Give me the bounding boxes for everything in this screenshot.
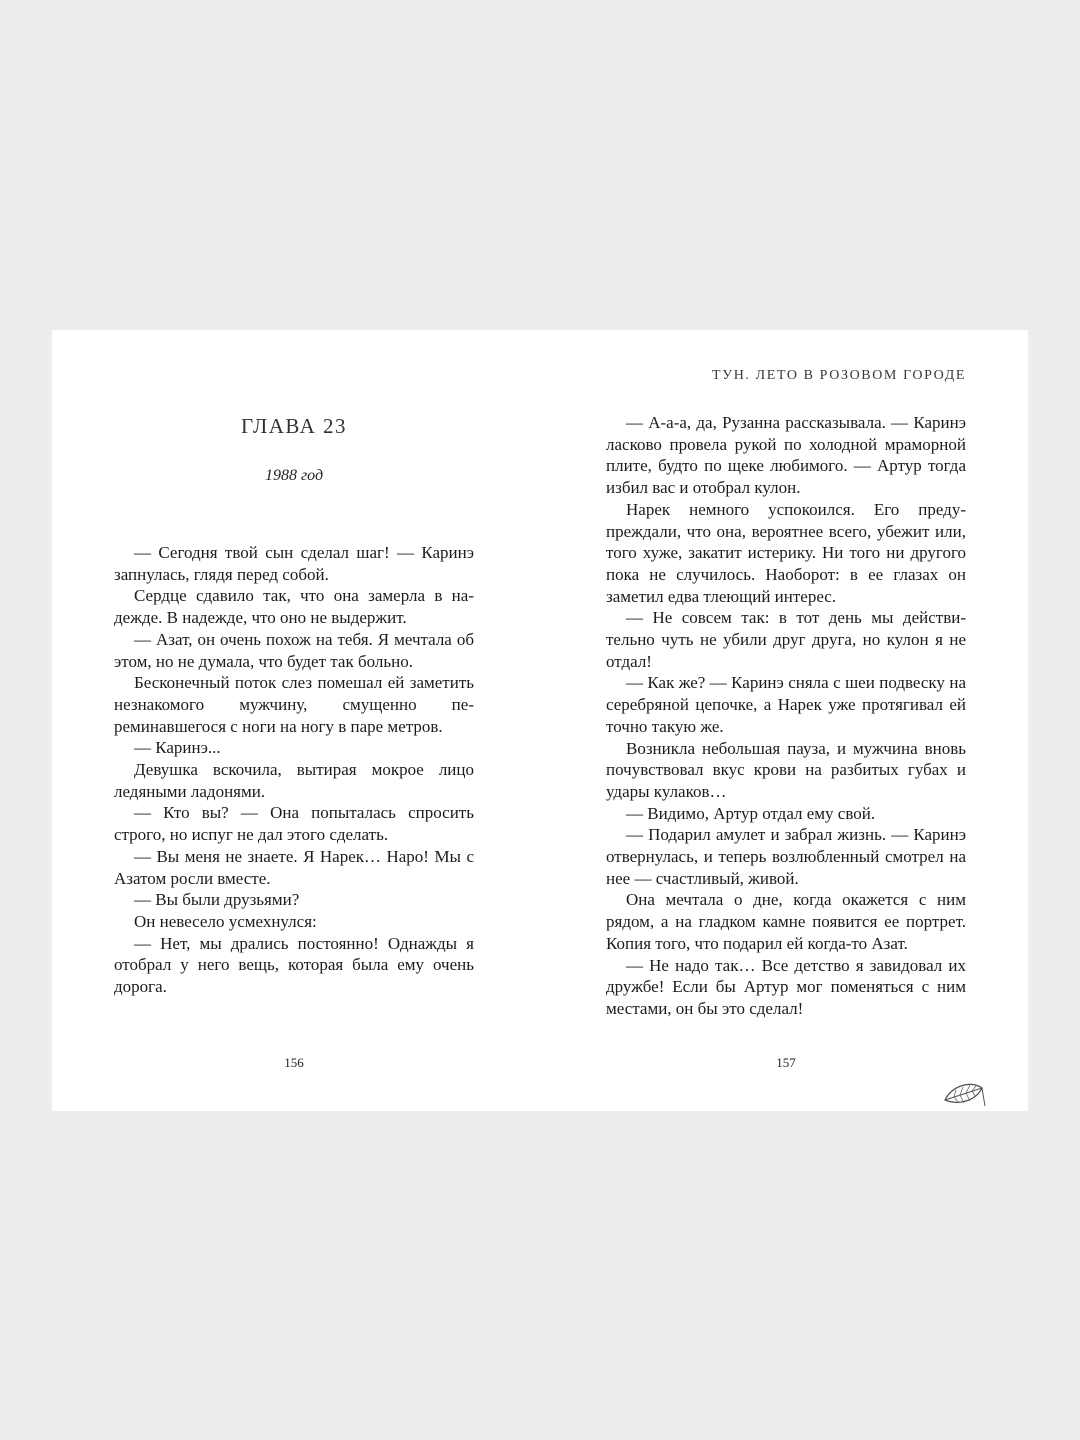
- right-page-text: [606, 412, 966, 1020]
- paragraph: Бесконечный поток слез помешал ей заметить незнакомого мужчину, смущенно переминавшегося с ноги на ногу в паре метров.: [114, 673, 474, 736]
- leaf-icon: [942, 1078, 986, 1108]
- paragraph: Он невесело усмехнулся:: [134, 911, 317, 931]
- paragraph: — Нет, мы дрались постоянно! Однажды я отобрал у него вещь, которая была ему очень дорога.: [114, 933, 474, 997]
- paragraph: — Вы меня не знаете. Я Нарек… Наро! Мы с Азатом росли вместе.: [114, 846, 474, 888]
- right-page: [606, 330, 966, 1111]
- left-page: [114, 330, 537, 1111]
- paragraph: — Не надо так… Все детство я завидовал их дружбе! Если бы Артур мог поменяться с ним местами, он бы это сделал!: [606, 955, 966, 1018]
- paragraph: — Не совсем так: в тот день мы действительно чуть не убили друг друга, но кулон я не отдал!: [606, 608, 966, 671]
- paragraph: Нарек немного успокоился. Его предупреждали, что она, вероятнее всего, убежит или, того хуже, закатит истерику. Ни того ни другого пока не случилось. Наоборот: в ее глазах он заметил едва тлеющий интерес.: [606, 499, 966, 606]
- paragraph: — Кто вы? — Она попыталась спросить строго, но испуг не дал этого сделать.: [114, 803, 474, 845]
- running-head: ТУН. ЛЕТО В РОЗОВОМ ГОРОДЕ: [712, 368, 966, 383]
- paragraph: — Вы были друзьями?: [134, 890, 300, 910]
- chapter-title: ГЛАВА 23: [240, 414, 348, 438]
- page-number-right: 157: [776, 1055, 796, 1070]
- paragraph: — Азат, он очень похож на тебя. Я мечтала об этом, но не думала, что будет так больно.: [114, 629, 474, 671]
- paragraph: Девушка вскочила, вытирая мокрое лицо ледяными ладонями.: [114, 760, 474, 801]
- paragraph: — Сегодня твой сын сделал шаг! — Каринэ запнулась, глядя перед собой.: [114, 543, 474, 584]
- chapter-year: 1988 год: [264, 467, 324, 484]
- page-number-left: 156: [284, 1055, 304, 1070]
- paragraph: — Видимо, Артур отдал ему свой.: [626, 803, 876, 823]
- paragraph: — Подарил амулет и забрал жизнь. — Каринэ отвернулась, и теперь возлюбленный смотрел на нее — счастливый, живой.: [606, 825, 966, 888]
- paragraph: — Каринэ...: [134, 738, 221, 758]
- paragraph: Возникла небольшая пауза, и мужчина вновь почувствовал вкус крови на разбитых губах и удары кулаков…: [606, 738, 966, 801]
- paragraph: Сердце сдавило так, что она замерла в надежде. В надежде, что оно не выдержит.: [114, 586, 474, 628]
- book-spread: [52, 330, 1028, 1111]
- paragraph: Она мечтала о дне, когда окажется с ним рядом, а на гладком камне появится ее портрет. Копия того, что подарил ей когда-то Азат.: [606, 890, 966, 953]
- paragraph: — Как же? — Каринэ сняла с шеи подвеску на серебряной цепочке, а Нарек уже протягивал ей точно такую же.: [606, 673, 966, 736]
- paragraph: — А-а-а, да, Рузанна рассказывала. — Каринэ ласково провела рукой по холодной мраморной плите, будто по щеке любимого. — Артур тогда избил вас и отобрал кулон.: [606, 413, 966, 498]
- left-page-text: [114, 542, 474, 998]
